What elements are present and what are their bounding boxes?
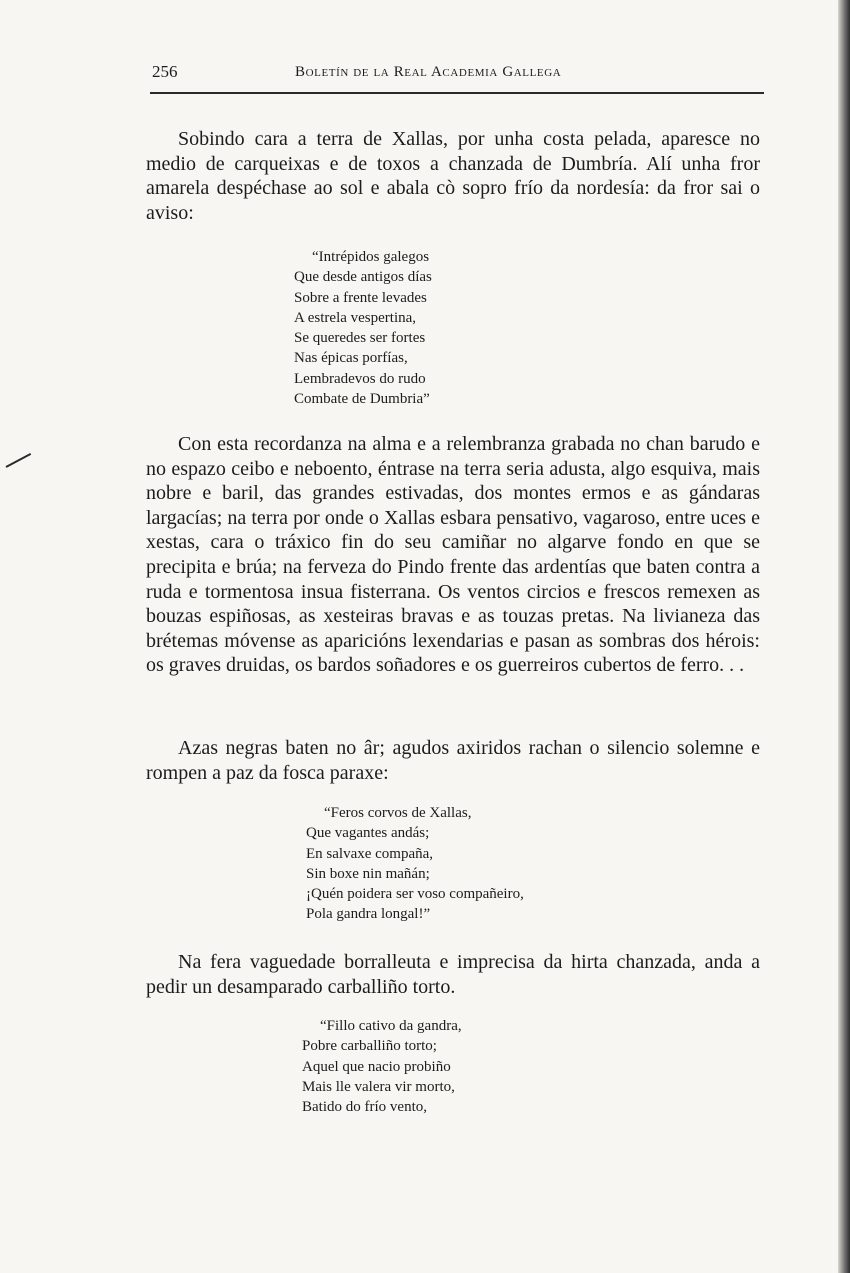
margin-pen-mark — [6, 453, 32, 468]
verse-line: Pola gandra longal!” — [306, 906, 431, 923]
running-title: Boletín de la Real Academia Gallega — [295, 64, 562, 80]
page-header — [150, 62, 764, 94]
verse-line: “Intrépidos galegos — [312, 249, 430, 265]
verse-line: A estrela vespertina, — [294, 309, 417, 326]
verse-line: Nas épicas porfías, — [294, 350, 408, 367]
page-edge-shadow — [838, 0, 850, 1273]
verse-line: Se queredes ser fortes — [294, 330, 426, 347]
verse-line: Pobre carballiño torto; — [302, 1038, 437, 1055]
verse-fillo-cativo — [302, 1016, 462, 1117]
verse-line: Batido do frío vento, — [302, 1099, 427, 1116]
verse-line: Lembradevos do rudo — [294, 370, 426, 387]
paragraph-1: Sobindo cara a terra de Xallas, por unha costa pelada, aparesce no medio de carqueixas e de toxos a chanzada de Dumbría. Alí unha fror amarela despéchase ao sol e abala cò sopro frío da nordesía: da fror sai o aviso: — [146, 128, 760, 224]
verse-line: Sin boxe nin mañán; — [306, 865, 430, 882]
verse-line: “Fillo cativo da gandra, — [320, 1018, 462, 1034]
verse-line: “Feros corvos de Xallas, — [324, 805, 472, 821]
paragraph-4: Na fera vaguedade borralleuta e imprecisa da hirta chanzada, anda a pedir un desamparado carballiño torto. — [146, 951, 760, 998]
verse-feros-corvos — [306, 803, 524, 925]
verse-line: ¡Quén poidera ser voso compañeiro, — [306, 886, 524, 903]
verse-intrepidos-galegos — [294, 247, 432, 409]
paragraph-3: Azas negras baten no âr; agudos axiridos rachan o silencio solemne e rompen a paz da fosca paraxe: — [146, 737, 760, 784]
verse-line: Que desde antigos días — [294, 269, 432, 286]
verse-line: En salvaxe compaña, — [306, 845, 434, 862]
verse-line: Combate de Dumbria” — [294, 391, 430, 408]
page-number: 256 — [152, 62, 178, 81]
verse-line: Aquel que nacio probiño — [302, 1058, 451, 1075]
paragraph-2: Con esta recordanza na alma e a relembranza grabada no chan barudo e no espazo ceibo e neboento, éntrase na terra seria adusta, algo esquiva, mais nobre e baril, das grandes estivadas, dos montes ermos e as gándaras largacías; na terra por onde o Xallas esbara pensativo, vagaroso, entre uces e xestas, cara o tráxico fin do seu camiñar no algarve fondo en que se precipita e brúa; na ferveza do Pindo frente das ardentías que baten contra a ruda e tormentosa insua fisterrana. Os ventos circios e frescos remexen as bouzas espiñosas, as xesteiras bravas e as touzas pretas. Na livianeza das brétemas móvense as aparicións lexendarias e pasan as sombras dos hérois: os graves druidas, os bardos soñadores e os guerreiros cubertos de ferro. . . — [146, 433, 760, 677]
verse-line: Sobre a frente levades — [294, 289, 427, 306]
verse-line: Mais lle valera vir morto, — [302, 1078, 455, 1095]
verse-line: Que vagantes andás; — [306, 825, 430, 842]
